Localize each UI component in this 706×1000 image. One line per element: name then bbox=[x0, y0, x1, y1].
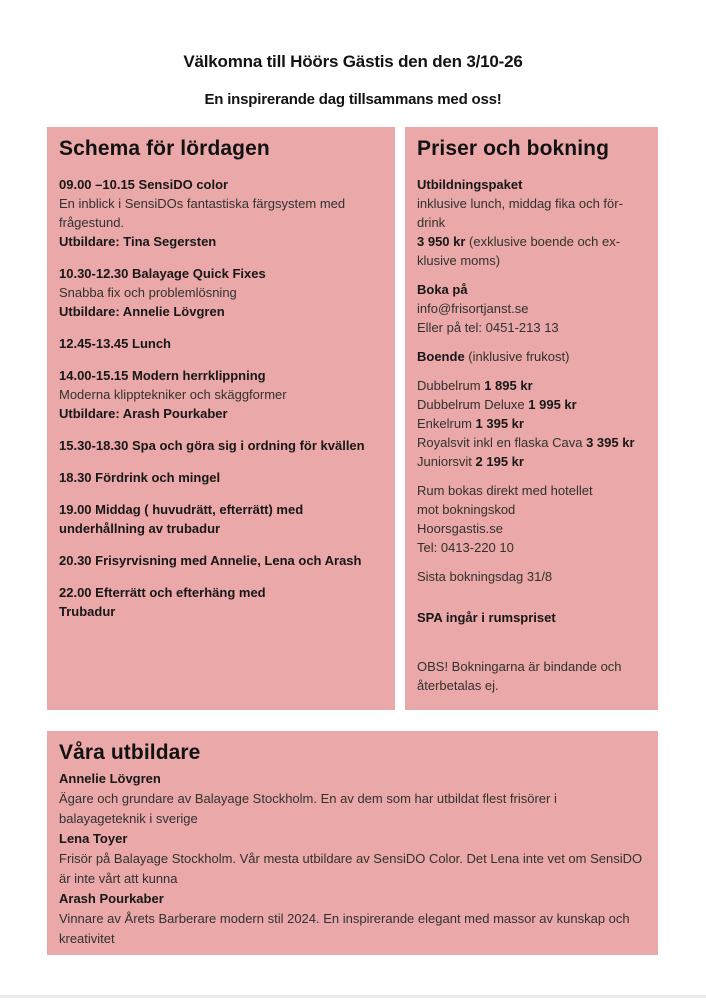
page-title: Välkomna till Höörs Gästis den den 3/10-26 bbox=[183, 52, 523, 71]
text-run: Annelie Lövgren bbox=[59, 771, 161, 786]
text-line bbox=[417, 213, 646, 232]
text-line bbox=[59, 849, 646, 889]
text-line bbox=[59, 194, 383, 232]
text-run: 15.30-18.30 Spa och göra sig i ordning för kvällen bbox=[59, 438, 365, 453]
content-entry bbox=[59, 264, 383, 321]
content-entry bbox=[417, 608, 646, 627]
text-line bbox=[59, 385, 383, 404]
text-line bbox=[417, 567, 646, 586]
text-line bbox=[59, 175, 383, 194]
text-line bbox=[59, 551, 383, 570]
text-run: Dubbelrum bbox=[417, 378, 485, 393]
text-run: Ägare och grundare av Balayage Stockholm. En av dem som har utbildat flest frisörer i balayageteknik i sverige bbox=[59, 791, 557, 826]
text-run: Vinnare av Årets Barberare modern stil 2024. En inspirerande elegant med massor av kunskap och kreativitet bbox=[59, 911, 630, 946]
text-line bbox=[417, 376, 646, 395]
text-run: 1 395 kr bbox=[475, 416, 524, 431]
text-line bbox=[417, 414, 646, 433]
trainers-box bbox=[47, 731, 658, 955]
text-line bbox=[59, 232, 383, 251]
text-run: Royalsvit inkl en flaska Cava bbox=[417, 435, 587, 450]
text-line bbox=[59, 602, 383, 621]
text-run: 3 395 kr bbox=[586, 435, 635, 450]
text-line bbox=[59, 436, 383, 455]
text-run: Snabba fix och problemlösning bbox=[59, 285, 237, 300]
content-entry bbox=[59, 334, 383, 353]
pricing-heading: Priser och bokning bbox=[417, 137, 609, 160]
text-run: underhållning av trubadur bbox=[59, 521, 221, 536]
text-line bbox=[417, 347, 646, 366]
content-entry bbox=[59, 436, 383, 455]
text-line bbox=[59, 583, 383, 602]
text-run: 19.00 Middag ( huvudrätt, efterrätt) med bbox=[59, 502, 304, 517]
content-entry bbox=[417, 175, 646, 270]
text-line bbox=[417, 251, 646, 270]
content-entry bbox=[417, 481, 646, 557]
text-run: En inblick i SensiDOs fantastiska färgsystem med frågestund. bbox=[59, 196, 346, 230]
text-run: Enkelrum bbox=[417, 416, 476, 431]
content-entry bbox=[417, 376, 646, 471]
text-run: Moderna klipptekniker och skäggformer bbox=[59, 387, 287, 402]
text-run: Arash Pourkaber bbox=[59, 891, 164, 906]
text-line bbox=[417, 657, 646, 695]
trainers-body bbox=[59, 769, 646, 949]
text-run: Boka på bbox=[417, 282, 468, 297]
content-entry bbox=[417, 657, 646, 695]
text-run: Boende bbox=[417, 349, 465, 364]
text-line bbox=[59, 366, 383, 385]
text-line bbox=[59, 519, 383, 538]
text-run: Utbildare: Arash Pourkaber bbox=[59, 406, 228, 421]
text-line bbox=[417, 452, 646, 471]
text-run: Trubadur bbox=[59, 604, 116, 619]
text-line bbox=[59, 829, 646, 849]
text-run: klusive moms) bbox=[417, 253, 501, 268]
text-run: Utbildare: Annelie Lövgren bbox=[59, 304, 225, 319]
content-entry bbox=[59, 769, 646, 829]
text-run: 22.00 Efterrätt och efterhäng med bbox=[59, 585, 266, 600]
page-bottom-divider bbox=[0, 995, 706, 998]
text-run: Sista bokningsdag 31/8 bbox=[417, 569, 553, 584]
text-run: mot bokningskod bbox=[417, 502, 516, 517]
text-run: 14.00-15.15 Modern herrklippning bbox=[59, 368, 266, 383]
content-entry bbox=[59, 500, 383, 538]
text-run: Lena Toyer bbox=[59, 831, 128, 846]
text-line bbox=[417, 280, 646, 299]
text-line bbox=[59, 404, 383, 423]
text-line bbox=[417, 299, 646, 318]
schedule-body bbox=[59, 175, 383, 621]
text-run: 18.30 Fördrink och mingel bbox=[59, 470, 221, 485]
text-line bbox=[417, 318, 646, 337]
text-run: Utbildare: Tina Segersten bbox=[59, 234, 217, 249]
text-run: 3 950 kr bbox=[417, 234, 466, 249]
text-line bbox=[59, 889, 646, 909]
text-line bbox=[417, 433, 646, 452]
text-run: 12.45-13.45 Lunch bbox=[59, 336, 171, 351]
text-run: info@frisortjanst.se bbox=[417, 301, 529, 316]
text-line bbox=[59, 500, 383, 519]
schedule-heading: Schema för lördagen bbox=[59, 137, 270, 160]
text-run: Eller på tel: 0451-213 13 bbox=[417, 320, 559, 335]
text-run: (inklusive frukost) bbox=[464, 349, 570, 364]
text-line bbox=[417, 500, 646, 519]
text-run: Tel: 0413-220 10 bbox=[417, 540, 514, 555]
text-line bbox=[59, 283, 383, 302]
text-line bbox=[417, 538, 646, 557]
schedule-box bbox=[47, 127, 395, 710]
content-entry bbox=[59, 551, 383, 570]
text-line bbox=[59, 468, 383, 487]
pricing-body bbox=[417, 175, 646, 695]
text-line bbox=[59, 789, 646, 829]
page-subtitle: En inspirerande dag tillsammans med oss! bbox=[204, 91, 502, 108]
pricing-box bbox=[405, 127, 658, 710]
text-line bbox=[417, 481, 646, 500]
text-line bbox=[417, 232, 646, 251]
content-entry bbox=[417, 567, 646, 586]
text-run: Juniorsvit bbox=[417, 454, 476, 469]
content-entry bbox=[59, 468, 383, 487]
text-run: OBS! Bokningarna är bindande och återbetalas ej. bbox=[417, 659, 622, 693]
content-entry bbox=[417, 280, 646, 337]
text-run: 1 995 kr bbox=[528, 397, 577, 412]
text-line bbox=[59, 909, 646, 949]
text-line bbox=[417, 608, 646, 627]
text-run: 20.30 Frisyrvisning med Annelie, Lena och Arash bbox=[59, 553, 362, 568]
text-run: SPA ingår i rumspriset bbox=[417, 610, 556, 625]
text-line bbox=[417, 395, 646, 414]
text-run: Dubbelrum Deluxe bbox=[417, 397, 529, 412]
text-run: inklusive lunch, middag fika och för- bbox=[417, 196, 623, 211]
text-line bbox=[417, 175, 646, 194]
content-entry bbox=[59, 829, 646, 889]
text-run: 2 195 kr bbox=[475, 454, 524, 469]
text-run: Hoorsgastis.se bbox=[417, 521, 503, 536]
text-run: 09.00 –10.15 SensiDO color bbox=[59, 177, 229, 192]
text-line bbox=[417, 194, 646, 213]
text-run: Utbildningspaket bbox=[417, 177, 523, 192]
text-run: 1 895 kr bbox=[484, 378, 533, 393]
trainers-heading: Våra utbildare bbox=[59, 741, 201, 764]
text-run: 10.30-12.30 Balayage Quick Fixes bbox=[59, 266, 266, 281]
text-run: Frisör på Balayage Stockholm. Vår mesta utbildare av SensiDO Color. Det Lena inte vet om SensiDO är inte vårt att kunna bbox=[59, 851, 643, 886]
text-run: Rum bokas direkt med hotellet bbox=[417, 483, 593, 498]
text-line bbox=[59, 264, 383, 283]
content-entry bbox=[59, 175, 383, 251]
content-entry bbox=[59, 889, 646, 949]
text-line bbox=[417, 519, 646, 538]
text-line bbox=[59, 769, 646, 789]
text-line bbox=[59, 334, 383, 353]
text-run: drink bbox=[417, 215, 446, 230]
content-entry bbox=[417, 347, 646, 366]
content-entry bbox=[59, 366, 383, 423]
text-line bbox=[59, 302, 383, 321]
text-run: (exklusive boende och ex- bbox=[465, 234, 621, 249]
content-entry bbox=[59, 583, 383, 621]
